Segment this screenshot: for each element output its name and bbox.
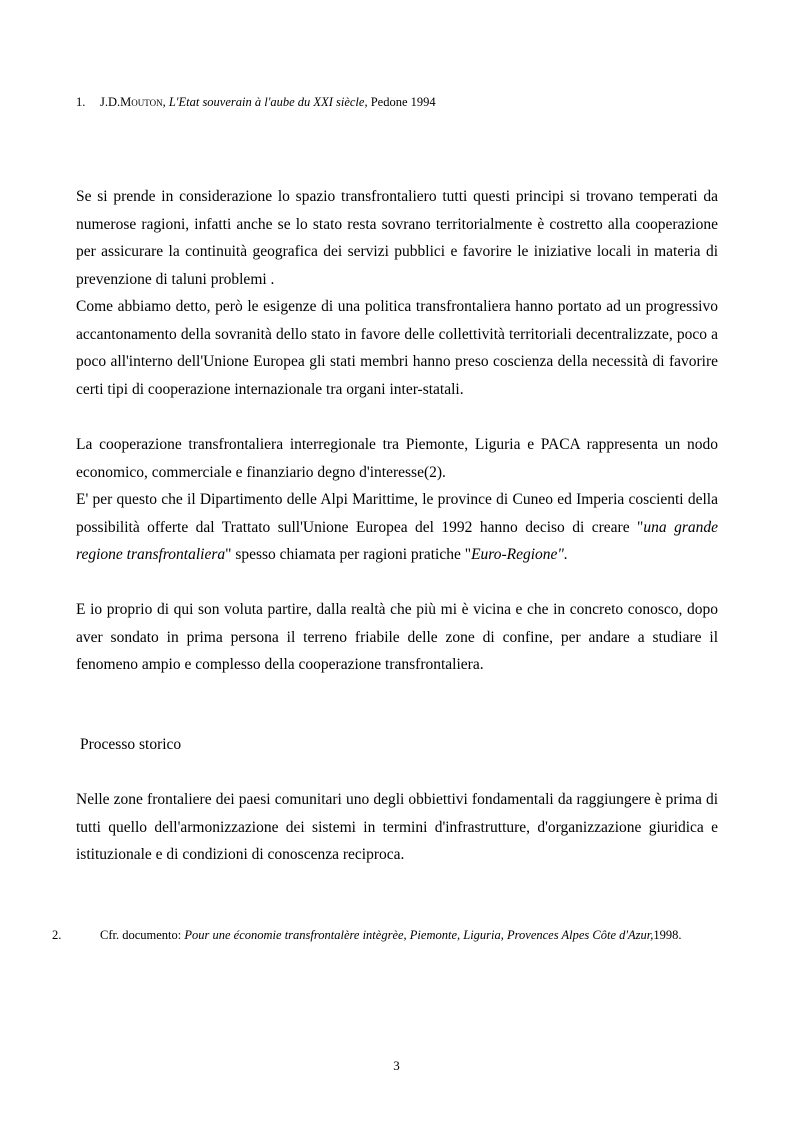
paragraph-4-italic-a: una grande regione transfrontaliera [76, 518, 718, 563]
footnote-1-comma: , [162, 95, 169, 109]
footnote-2-title: Pour une économie transfrontalère intègrèe, Piemonte, Liguria, Provences Alpes Côte d'Azur, [184, 928, 654, 942]
footnote-1 [76, 91, 718, 113]
paragraph-4-italic-b: Euro-Regione". [471, 546, 568, 563]
paragraph-5: E io proprio di qui son voluta partire, dalla realtà che più mi è vicina e che in concreto conosco, dopo aver sondato in prima persona il terreno friabile delle zone di confine, per andare a studiare il fenomeno ampio e complesso della cooperazione transfrontaliera. [76, 601, 718, 673]
paragraph-1: Se si prende in considerazione lo spazio transfrontaliero tutti questi principi si trovano temperati da numerose ragioni, infatti anche se lo stato resta sovrano territorialmente è costretto alla cooperazione per assicurare la continuità geografica dei servizi pubblici e favorire le iniziative locali in materia di prevenzione di taluni problemi . [76, 188, 718, 288]
footnote-2-year: 1998. [653, 928, 682, 942]
footnote-2-prefix: Cfr. documento: [100, 928, 185, 942]
footnote-1-number: 1. [76, 95, 86, 109]
footnote-1-title: L'Etat souverain à l'aube du XXI siècle [168, 95, 365, 109]
footnote-2 [52, 924, 718, 946]
body-block-2 [76, 431, 718, 569]
paragraph-4-text-a: E' per questo che il Dipartimento delle Alpi Marittime, le province di Cuneo ed Imperia coscienti della possibilità offerte dal Trattato sull'Unione Europea del 1992 hanno deciso di creare " [76, 491, 718, 536]
page-number: 3 [393, 1058, 400, 1073]
footnote-2-number: 2. [52, 928, 62, 942]
body-block-4 [76, 786, 718, 869]
paragraph-3: La cooperazione transfrontaliera interregionale tra Piemonte, Liguria e PACA rappresenta un nodo economico, commerciale e finanziario degno d'interesse(2). [76, 436, 718, 481]
body-block-3 [76, 596, 718, 679]
section-heading: Processo storico [80, 736, 182, 753]
paragraph-4-text-b: " spesso chiamata per ragioni pratiche " [225, 546, 472, 563]
paragraph-6: Nelle zone frontaliere dei paesi comunitari uno degli obbiettivi fondamentali da raggiungere è prima di tutti quello dell'armonizzazione dei sistemi in termini d'infrastrutture, d'organizzazione giuridica e istituzionale e di condizioni di conoscenza reciproca. [76, 791, 718, 863]
body-block-1 [76, 183, 718, 403]
footnote-1-author-initials: J.D. [100, 95, 121, 109]
paragraph-2: Come abbiamo detto, però le esigenze di una politica transfrontaliera hanno portato ad un progressivo accantonamento della sovranità dello stato in favore delle collettività territoriali decentralizzate, poco a poco all'interno dell'Unione Europea gli stati membri hanno preso coscienza della necessità di favorire certi tipi di cooperazione internazionale tra organi inter-statali. [76, 298, 718, 398]
footnote-1-publisher: , Pedone 1994 [364, 95, 436, 109]
paragraph-4 [76, 486, 718, 569]
footnote-1-author-surname: Mouton [120, 95, 163, 109]
